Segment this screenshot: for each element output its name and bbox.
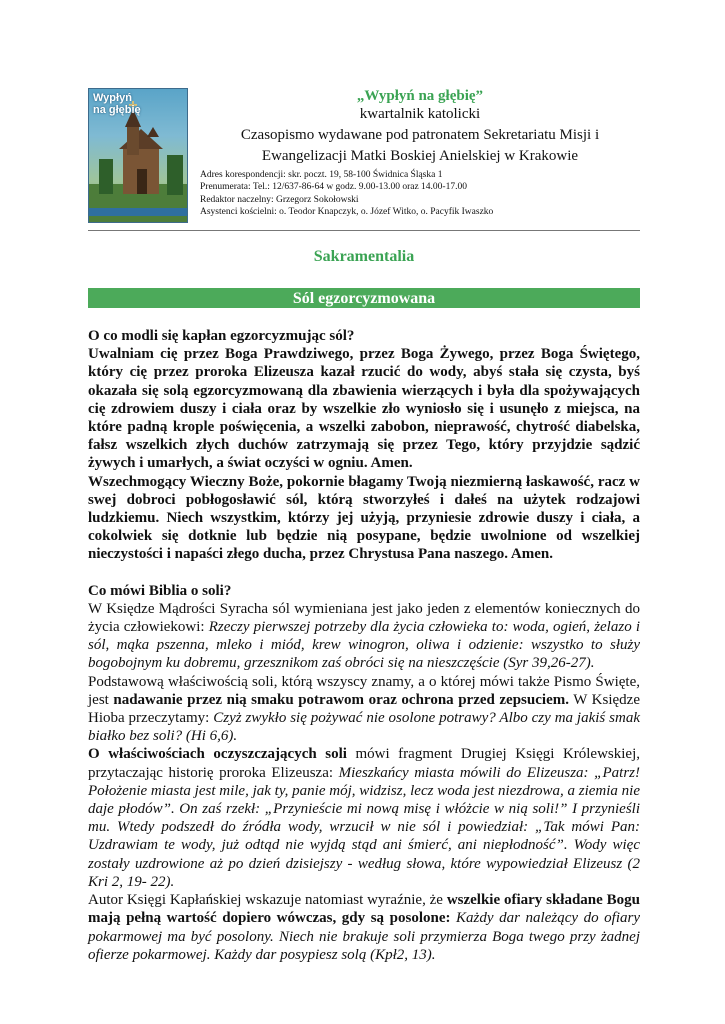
section-title: Sakramentalia [313,248,415,265]
cover-title-line2: na głębię [93,104,141,116]
prayer-1: Uwalniam cię przez Boga Prawdziwego, przez Boga Żywego, przez Boga Świętego, który cię przez proroka Elizeusza kazał rzucić do wody, abyś stała się czysta, byś okazała się solą egzorcyzmowaną dla zbawienia wierzących i była dla spożywających cię zdrowiem duszy i ciała oraz by wszelkie zło wyniosło się i usunęło z miejsca, na które padną krople poświęcenia, a wszelki zabobon, nieprawość, chytrość diabelska, fałsz wszelkich złych duchów zatrzymają się przez Tego, który przyjdzie sądzić żywych i umarłych, a świat oczyści w ogniu. Amen. [88,346,640,472]
header-divider [88,230,640,231]
question-1: O co modli się kapłan egzorcyzmując sól? [88,328,355,344]
info-subscription: Prenumerata: Tel.: 12/637-86-64 w godz. 9.00-13.00 oraz 14.00-17.00 [200,182,467,193]
paragraph-3: O właściwościach oczyszczających soli mówi fragment Drugiej Księgi Królewskiej, przytaczając historię proroka Elizeusza: Mieszkańcy miasta mówili do Elizeusza: „Patrz! Położenie miasta jest mile, jak ty, panie mój, widzisz, lecz woda jest niezdrowa, a ziemia nie daje płodów”. On zaś rzekł: „Przynieście mi nową misę i włóżcie w nią soli!” I przynieśli mu. Wtedy podszedł do źródła wody, wrzucił w nie sól i powiedział: „Tak mówi Pan: Uzdrawiam te wody, już odtąd nie wyjdą stąd ani śmierć, ani niepłodność”. Wody więc zostały uzdrowione aż po dzień dzisiejszy - według słowa, które wypowiedział Elizeusz (2 Kri 2, 19- 22). [88,746,641,890]
info-editor: Redaktor naczelny: Grzegorz Sokołowski [200,194,359,205]
magazine-title: „Wypłyń na głębię” [356,88,484,104]
article-title: Sól egzorcyzmowana [88,288,640,308]
magazine-description: Czasopismo wydawane pod patronatem Sekretariatu Misji i Ewangelizacji Matki Boskiej Anielskiej w Krakowie [240,127,600,164]
prayer-2: Wszechmogący Wieczny Boże, pokornie błagamy Twoją niezmierną łaskawość, racz w swej dobroci pobłogosławić sól, którą stworzyłeś i dałeś na użytek rodzajowi ludzkiemu. Niech wszystkim, którzy jej użyją, przyniesie zdrowie duszy i ciała, a cokolwiek się dotknie lub będzie nią posypane, będzie uwolnione od wszelkiej nieczystości i napaści złego ducha, przez Chrystusa Pana naszego. Amen. [88,473,640,563]
info-address: Adres korespondencji: skr. poczt. 19, 58-100 Świdnica Śląska 1 [200,170,443,180]
cover-ribbon [89,208,187,216]
question-2: Co mówi Biblia o soli? [88,582,232,599]
article-body [88,327,640,964]
info-assistants: Asystenci kościelni: o. Teodor Knapczyk, o. Józef Witko, o. Pacyfik Iwaszko [200,206,494,217]
paragraph-4: Autor Księgi Kapłańskiej wskazuje natomiast wyraźnie, że wszelkie ofiary składane Bogu mają pełną wartość dopiero wówczas, gdy są posolone: Każdy dar należący do ofiary pokarmowej ma być posolony. Niech nie brakuje soli przymierza Boga twego przy żadnej ofierze pokarmowej. Każdy dar posypiesz solą (Kpł2, 13). [88,892,640,963]
cover-title-line1: Wypłyń [93,92,132,104]
paragraph-2: Podstawową właściwością soli, którą wszyscy znamy, a o której mówi także Pismo Święte, jest nadawanie przez nią smaku potrawom oraz ochrona przed zepsuciem. W Księdze Hioba przeczytamy: Czyż zwykło się pożywać nie osolone potrawy? Albo czy ma jakiś smak białko bez soli? (Hi 6,6). [88,673,640,745]
magazine-subtitle: kwartalnik katolicki [359,106,481,122]
magazine-info [200,169,493,218]
magazine-cover-image [88,88,188,223]
paragraph-1: W Księdze Mądrości Syracha sól wymieniana jest jako jeden z elementów koniecznych do życia człowiekowi: Rzeczy pierwszej potrzeby dla życia człowieka to: woda, ogień, żelazo i sól, mąka pszenna, mleko i miód, krew winogron, oliwa i odzienie: wszystko to służy bogobojnym ku dobremu, grzesznikom zaś obróci się na nieszczęście (Syr 39,26-27). [88,600,640,672]
